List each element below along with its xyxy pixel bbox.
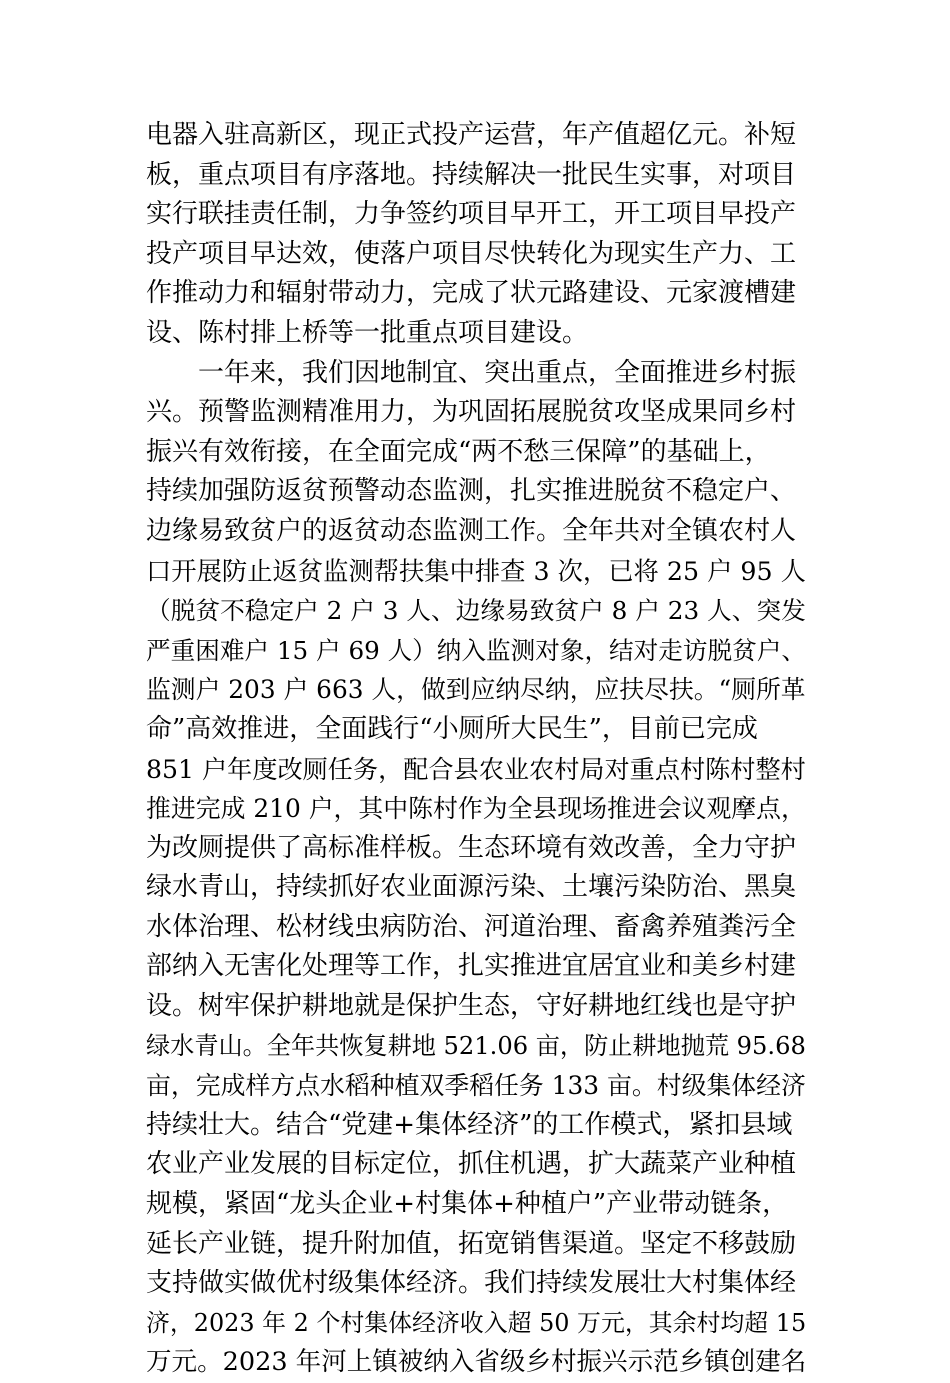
text-line: 兴。预警监测精准用力，为巩固拓展脱贫攻坚成果同乡村 bbox=[146, 397, 797, 428]
text-line: 设。树牢保护耕地就是保护生态，守好耕地红线也是守护 bbox=[146, 991, 797, 1022]
text-line: 实行联挂责任制，力争签约项目早开工，开工项目早投产 bbox=[146, 199, 797, 230]
text-line: 投产项目早达效，使落户项目尽快转化为现实生产力、工 bbox=[146, 238, 797, 269]
body-text bbox=[146, 116, 806, 1383]
text-line: 万元。2023 年河上镇被纳入省级乡村振兴示范乡镇创建名 bbox=[146, 1347, 807, 1378]
text-line: （脱贫不稳定户 2 户 3 人、边缘易致贫户 8 户 23 人、突发 bbox=[146, 596, 806, 626]
text-line: 板，重点项目有序落地。持续解决一批民生实事，对项目 bbox=[146, 159, 797, 190]
text-line: 振兴有效衔接，在全面完成“两不愁三保障”的基础上， bbox=[146, 436, 771, 467]
text-line: 济，2023 年 2 个村集体经济收入超 50 万元，其余村均超 15 bbox=[146, 1308, 807, 1337]
text-line: 持续加强防返贫预警动态监测，扎实推进脱贫不稳定户、 bbox=[146, 476, 797, 507]
text-line: 支持做实做优村级集体经济。我们持续发展壮大村集体经 bbox=[146, 1268, 797, 1299]
text-line: 部纳入无害化处理等工作，扎实推进宜居宜业和美乡村建 bbox=[146, 951, 797, 982]
text-line: 851 户年度改厕任务，配合县农业农村局对重点村陈村整村 bbox=[146, 754, 806, 784]
text-line: 作推动力和辐射带动力，完成了状元路建设、元家渡槽建 bbox=[146, 278, 797, 309]
text-line: 推进完成 210 户，其中陈村作为全县现场推进会议观摩点， bbox=[146, 794, 806, 824]
text-line: 绿水青山。全年共恢复耕地 521.06 亩，防止耕地抛荒 95.68 bbox=[146, 1031, 806, 1060]
text-line: 命”高效推进，全面践行“小厕所大民生”，目前已完成 bbox=[146, 713, 758, 744]
text-line: 规模，紧固“龙头企业+村集体+种植户”产业带动链条， bbox=[146, 1189, 789, 1220]
text-line: 边缘易致贫户的返贫动态监测工作。全年共对全镇农村人 bbox=[146, 515, 797, 546]
text-line: 亩，完成样方点水稻种植双季稻任务 133 亩。村级集体经济 bbox=[146, 1071, 806, 1101]
text-line: 设、陈村排上桥等一批重点项目建设。 bbox=[146, 317, 589, 348]
text-line: 农业产业发展的目标定位，抓住机遇，扩大蔬菜产业种植 bbox=[146, 1149, 797, 1180]
text-line: 电器入驻高新区，现正式投产运营，年产值超亿元。补短 bbox=[146, 120, 797, 150]
text-line: 监测户 203 户 663 人，做到应纳尽纳，应扶尽扶。“厕所革 bbox=[146, 675, 806, 705]
paragraph-start-line: 一年来，我们因地制宜、突出重点，全面推进乡村振 bbox=[146, 357, 797, 388]
text-line: 口开展防止返贫监测帮扶集中排查 3 次，已将 25 户 95 人 bbox=[146, 556, 806, 586]
text-line: 为改厕提供了高标准样板。生态环境有效改善，全力守护 bbox=[146, 832, 797, 863]
text-line: 水体治理、松材线虫病防治、河道治理、畜禽养殖粪污全 bbox=[146, 911, 797, 942]
text-line: 绿水青山，持续抓好农业面源污染、土壤污染防治、黑臭 bbox=[146, 872, 797, 903]
text-line: 严重困难户 15 户 69 人）纳入监测对象，结对走访脱贫户、 bbox=[146, 635, 806, 665]
text-line: 持续壮大。结合“党建+集体经济”的工作模式，紧扣县域 bbox=[146, 1109, 793, 1140]
text-line: 延长产业链，提升附加值，拓宽销售渠道。坚定不移鼓励 bbox=[146, 1228, 797, 1259]
